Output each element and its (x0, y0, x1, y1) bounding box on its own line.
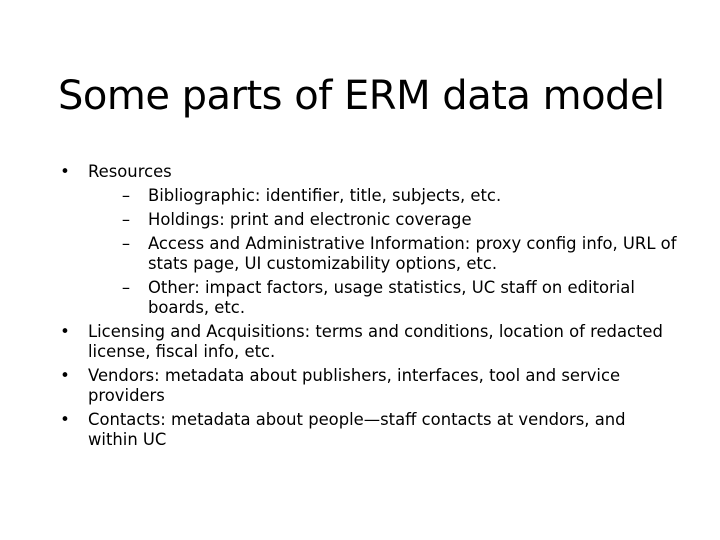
bullet-item-licensing (58, 322, 678, 362)
sub-bullet-item (118, 234, 678, 274)
dash-icon: – (121, 278, 131, 297)
bullet-item-resources (58, 162, 678, 318)
bullet-icon: • (60, 162, 70, 181)
sub-bullet-text: Bibliographic: identifier, title, subjects, etc. (148, 186, 502, 205)
sub-bullet-item (118, 278, 678, 318)
sub-bullet-text: Other: impact factors, usage statistics, UC staff on editorial boards, etc. (148, 278, 635, 317)
bullet-icon: • (60, 410, 70, 429)
bullet-item-contacts (58, 410, 678, 450)
bullet-icon: • (60, 322, 70, 341)
bullet-text: Resources (88, 162, 172, 181)
sub-bullet-list (88, 186, 678, 318)
bullet-text: Licensing and Acquisitions: terms and conditions, location of redacted license, fiscal info, etc. (88, 322, 663, 361)
dash-icon: – (121, 210, 131, 229)
bullet-text: Vendors: metadata about publishers, interfaces, tool and service providers (88, 366, 621, 405)
slide-title: Some parts of ERM data model (58, 73, 665, 119)
sub-bullet-text: Access and Administrative Information: proxy config info, URL of stats page, UI customizability options, etc. (148, 234, 677, 273)
bullet-text: Contacts: metadata about people—staff contacts at vendors, and within UC (88, 410, 626, 449)
dash-icon: – (121, 186, 131, 205)
dash-icon: – (121, 234, 131, 253)
sub-bullet-item (118, 210, 678, 230)
bullet-item-vendors (58, 366, 678, 406)
bullet-list (58, 162, 678, 454)
sub-bullet-text: Holdings: print and electronic coverage (148, 210, 472, 229)
sub-bullet-item (118, 186, 678, 206)
bullet-icon: • (60, 366, 70, 385)
